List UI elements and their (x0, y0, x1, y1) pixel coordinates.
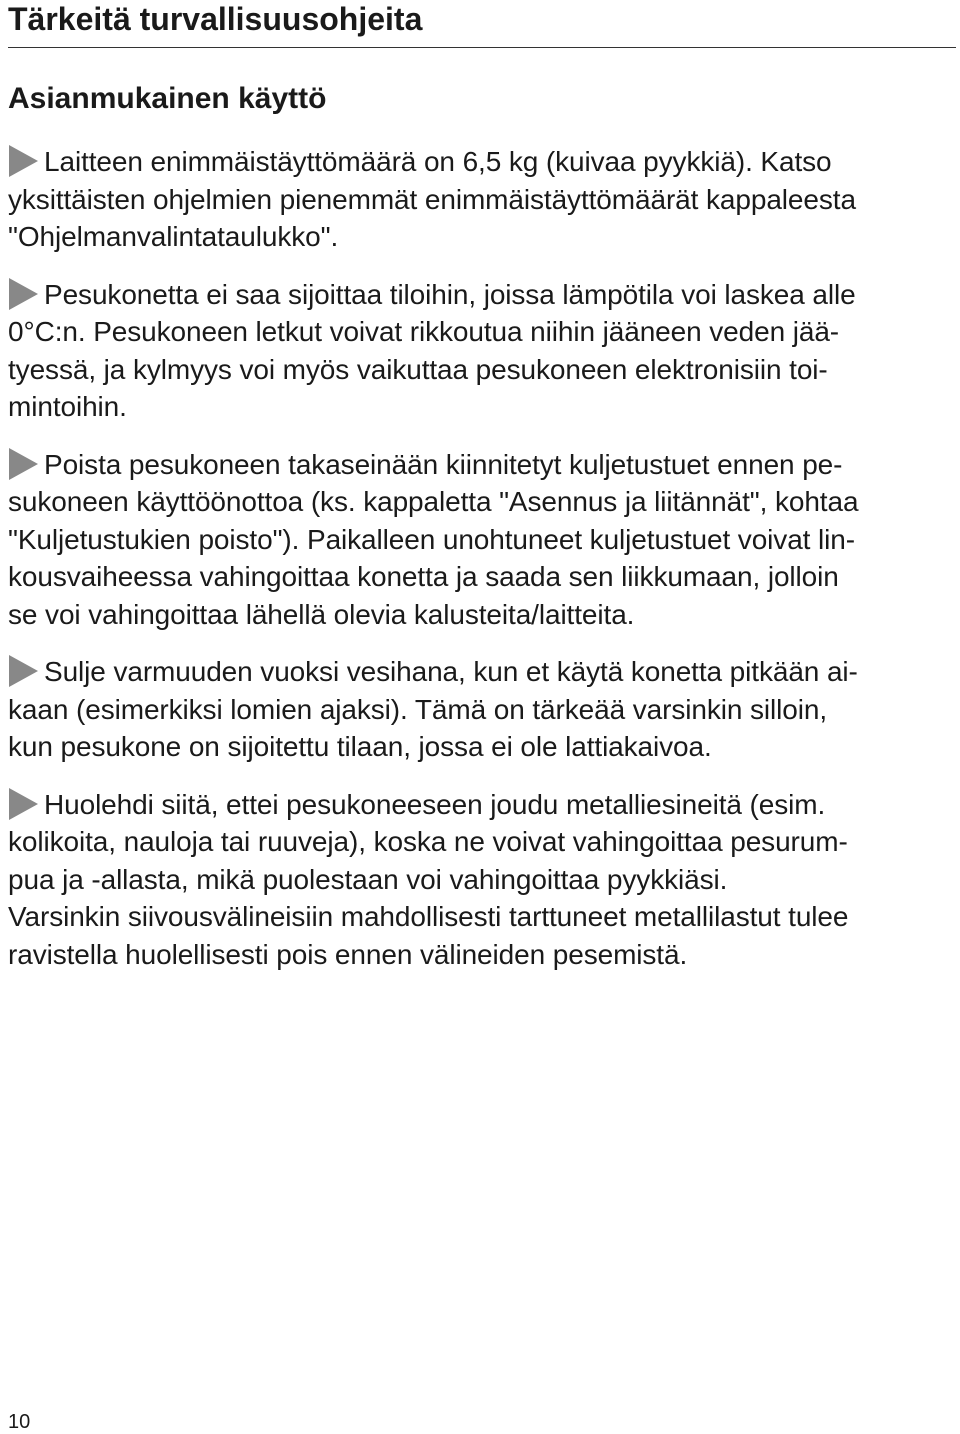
bullet-arrow-icon (9, 448, 38, 480)
instruction-item-metal-objects (8, 786, 958, 974)
instruction-text-line: Pesukonetta ei saa sijoittaa tiloihin, joissa lämpötila voi laskea alle (44, 278, 856, 310)
safety-instructions-list (8, 143, 958, 993)
instruction-text-line: "Kuljetustukien poisto"). Paikalleen unohtuneet kuljetustuet voivat lin- (8, 523, 855, 555)
instruction-text-line: Laitteen enimmäistäyttömäärä on 6,5 kg (kuivaa pyykkiä). Katso (44, 146, 832, 177)
instruction-text-line: kousvaiheessa vahingoittaa konetta ja saada sen liikkumaan, jolloin (8, 561, 839, 592)
bullet-arrow-icon (9, 655, 38, 687)
instruction-text-line: pua ja -allasta, mikä puolestaan voi vahingoittaa pyykkiäsi. (8, 863, 728, 895)
instruction-text-line: tyessä, ja kylmyys voi myös vaikuttaa pesukoneen elektronisiin toi- (8, 353, 828, 385)
instruction-text-line: Sulje varmuuden vuoksi vesihana, kun et käytä konetta pitkään ai- (44, 656, 858, 687)
instruction-item-load-capacity (8, 143, 958, 256)
instruction-text-line: Huolehdi siitä, ettei pesukoneeseen joudu metalliesineitä (esim. (44, 788, 826, 820)
instruction-item-frost (8, 276, 958, 426)
instruction-text-line: ravistella huolellisesti pois ennen välineiden pesemistä. (8, 938, 688, 970)
instruction-text-line: se voi vahingoittaa lähellä olevia kalusteita/laitteita. (8, 598, 635, 630)
bullet-arrow-icon (9, 788, 38, 820)
instruction-item-transport-supports (8, 446, 958, 634)
instruction-text-line: 0°C:n. Pesukoneen letkut voivat rikkoutua niihin jääneen veden jää- (8, 316, 840, 347)
page-title: Tärkeitä turvallisuusohjeita (8, 1, 423, 37)
instruction-text-line: sukoneen käyttöönottoa (ks. kappaletta "Asennus ja liitännät", kohtaa (8, 486, 859, 517)
instruction-text-line: yksittäisten ohjelmien pienemmät enimmäistäyttömäärät kappaleesta (8, 183, 856, 215)
section-heading: Asianmukainen käyttö (8, 82, 327, 115)
instruction-text-line: Varsinkin siivousvälineisiin mahdollisesti tarttuneet metallilastut tulee (8, 901, 849, 932)
instruction-text-line: kun pesukone on sijoitettu tilaan, jossa ei ole lattiakaivoa. (8, 731, 712, 762)
instruction-text-line: "Ohjelmanvalintataulukko". (8, 221, 339, 252)
instruction-text-line: mintoihin. (8, 391, 127, 422)
bullet-arrow-icon (9, 278, 38, 310)
instruction-text-line: kaan (esimerkiksi lomien ajaksi). Tämä on tärkeää varsinkin silloin, (8, 693, 827, 725)
instruction-item-water-tap (8, 653, 958, 766)
page-number: 10 (8, 1411, 31, 1433)
instruction-text-line: Poista pesukoneen takaseinään kiinnitetyt kuljetustuet ennen pe- (44, 448, 843, 480)
bullet-arrow-icon (9, 145, 38, 177)
title-divider (8, 47, 956, 48)
instruction-text-line: kolikoita, nauloja tai ruuveja), koska ne voivat vahingoittaa pesurum- (8, 826, 848, 857)
